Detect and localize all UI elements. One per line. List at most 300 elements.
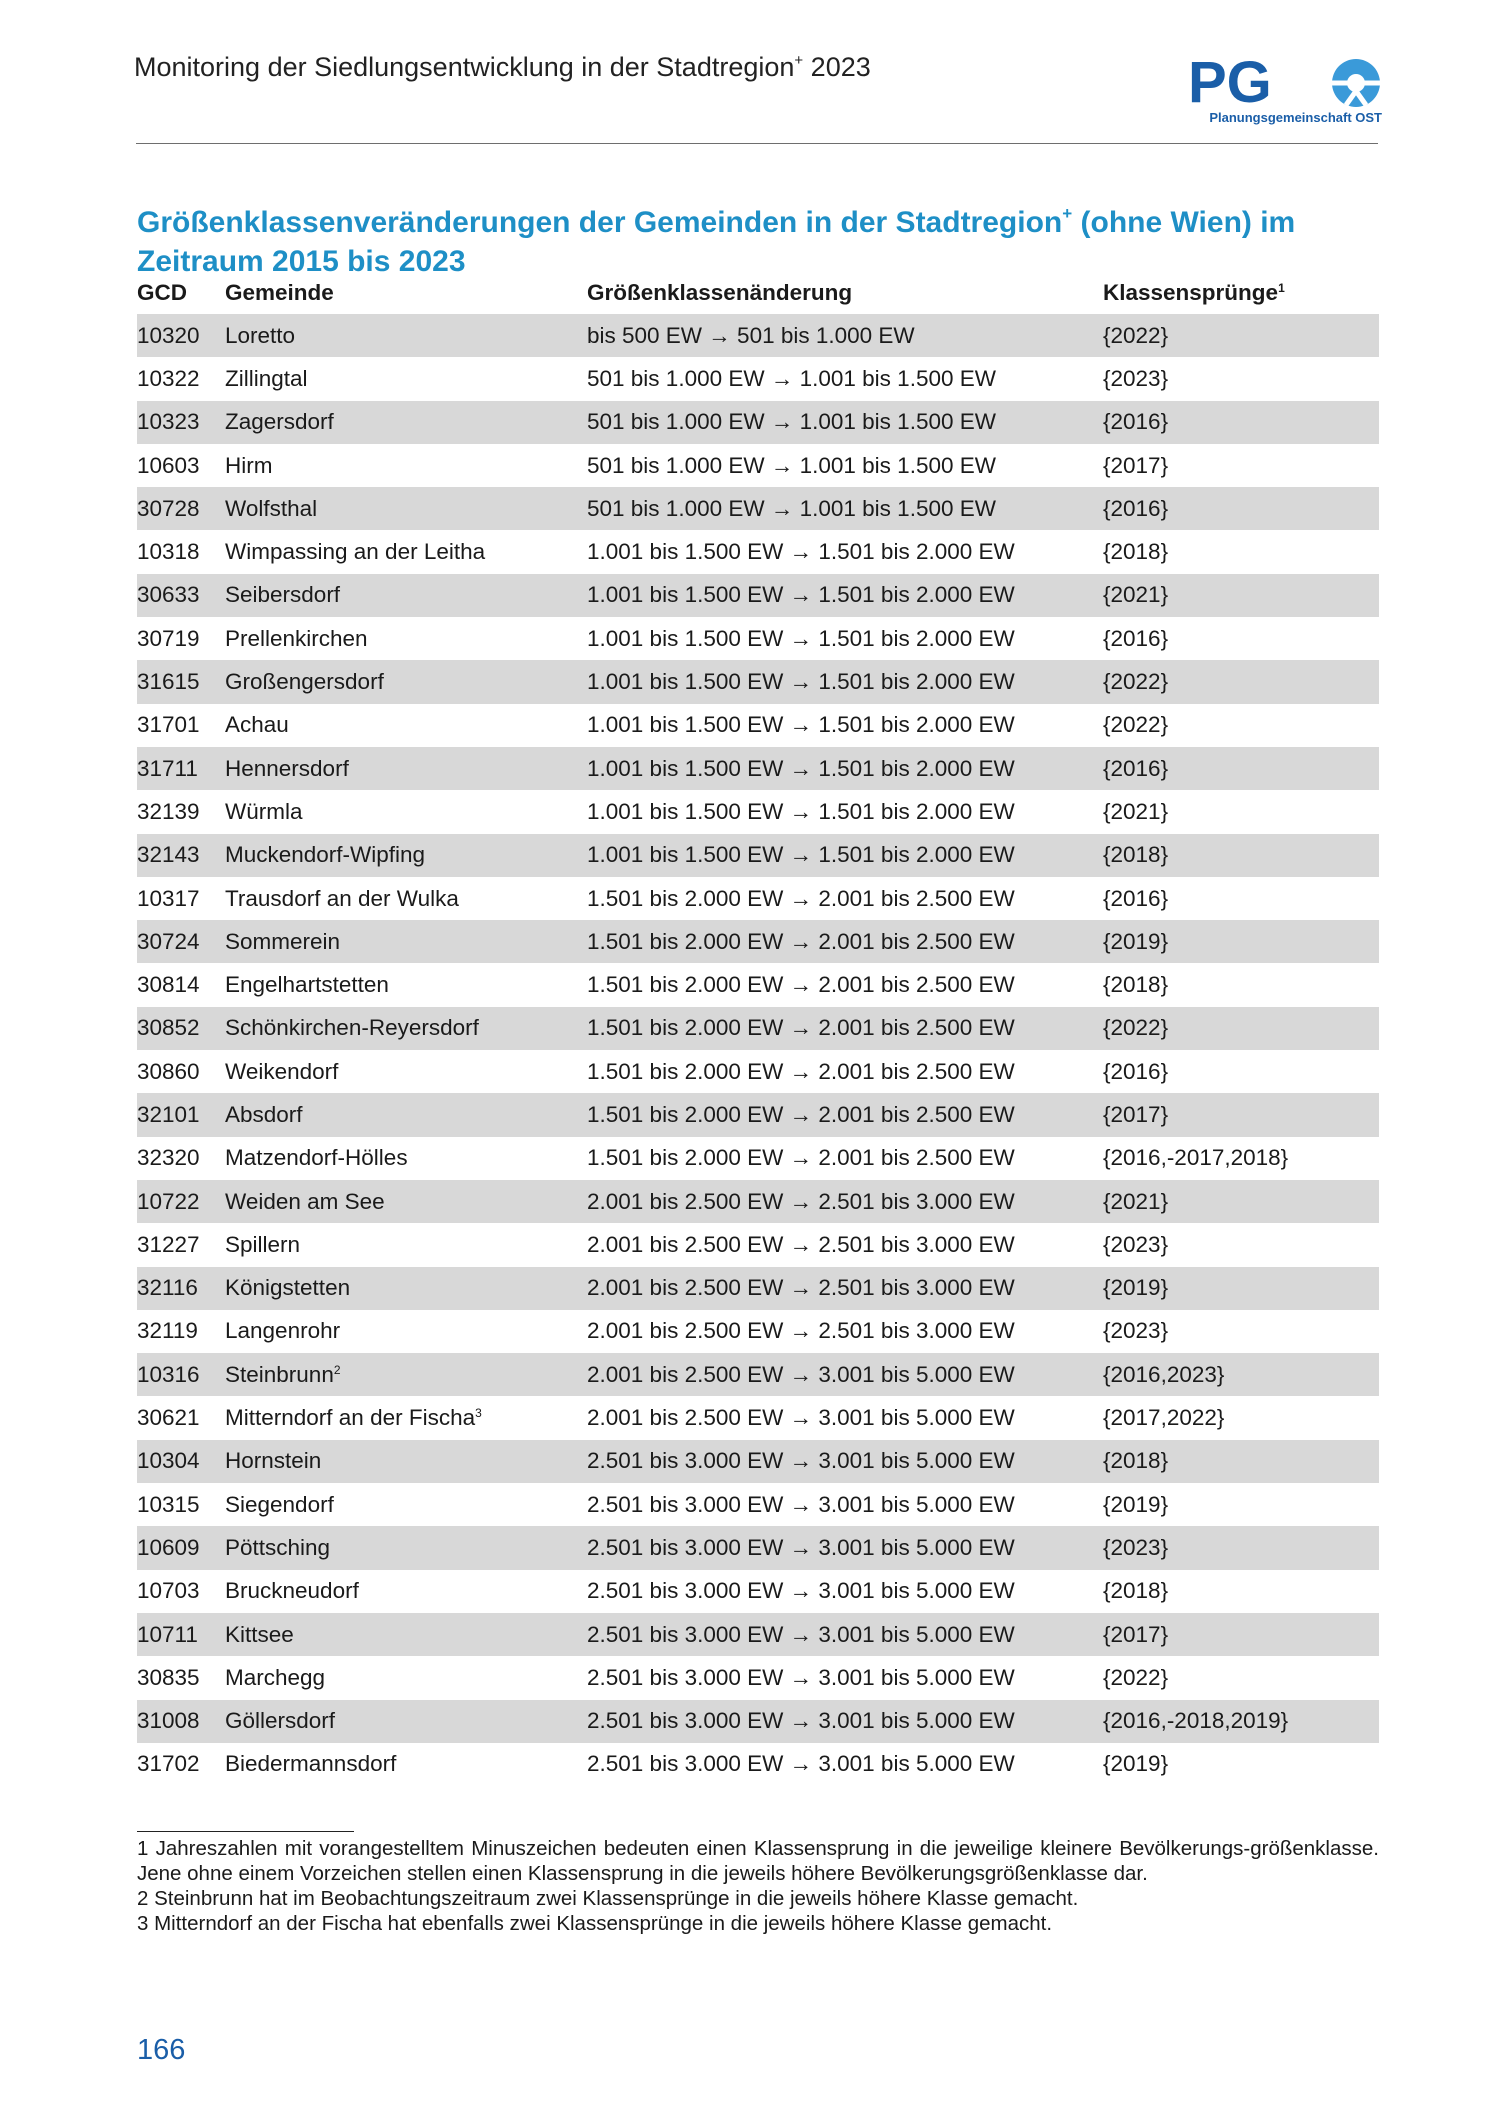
gemeinde-cell bbox=[225, 747, 587, 790]
gcd-cell-text: 32119 bbox=[137, 1318, 198, 1344]
gcd-cell-text: 31227 bbox=[137, 1231, 200, 1257]
footnote-reference: 3 bbox=[475, 1406, 482, 1421]
gemeinde-cell-text: Weiden am See bbox=[225, 1188, 385, 1214]
gcd-cell-text: 10323 bbox=[137, 409, 200, 435]
aenderung-cell bbox=[587, 401, 1103, 444]
gcd-cell-text: 10703 bbox=[137, 1578, 200, 1604]
table-row bbox=[137, 747, 1379, 790]
gcd-cell bbox=[137, 660, 225, 703]
table-row bbox=[137, 357, 1379, 400]
aenderung-cell-text: 2.501 bis 3.000 EW → 3.001 bis 5.000 EW bbox=[587, 1534, 1015, 1560]
spruenge-cell bbox=[1103, 704, 1379, 747]
gcd-cell bbox=[137, 617, 225, 660]
gemeinde-cell-text: Großengersdorf bbox=[225, 669, 384, 695]
spruenge-cell bbox=[1103, 834, 1379, 877]
aenderung-cell bbox=[587, 1613, 1103, 1656]
table-row bbox=[137, 1310, 1379, 1353]
gcd-cell bbox=[137, 444, 225, 487]
column-header-spruenge-text: Klassensprünge bbox=[1103, 280, 1279, 305]
aenderung-cell bbox=[587, 1310, 1103, 1353]
footnote-2: 2 Steinbrunn hat im Beobachtungszeitraum zwei Klassensprünge in die jeweils höhere Klasse gemacht. bbox=[137, 1887, 1079, 1910]
gemeinde-cell-text: Hornstein bbox=[225, 1448, 322, 1474]
gcd-cell-text: 30621 bbox=[137, 1405, 200, 1431]
section-title-part2: (ohne Wien) im Zeitraum 2015 bis 2023 bbox=[137, 206, 1296, 278]
table-row bbox=[137, 704, 1379, 747]
aenderung-cell-text: 2.501 bis 3.000 EW → 3.001 bis 5.000 EW bbox=[587, 1448, 1015, 1474]
gemeinde-cell bbox=[225, 1440, 587, 1483]
table-row bbox=[137, 1050, 1379, 1093]
aenderung-cell bbox=[587, 747, 1103, 790]
aenderung-cell-text: 1.001 bis 1.500 EW → 1.501 bis 2.000 EW bbox=[587, 755, 1015, 781]
gcd-cell-text: 30724 bbox=[137, 928, 200, 954]
gcd-cell bbox=[137, 1483, 225, 1526]
spruenge-cell-text: {2022} bbox=[1103, 322, 1169, 348]
spruenge-cell-text: {2017} bbox=[1103, 1101, 1169, 1127]
spruenge-cell bbox=[1103, 1440, 1379, 1483]
aenderung-cell-text: 1.001 bis 1.500 EW → 1.501 bis 2.000 EW bbox=[587, 798, 1015, 824]
aenderung-cell bbox=[587, 1050, 1103, 1093]
spruenge-cell-text: {2019} bbox=[1103, 1751, 1169, 1777]
gemeinde-cell bbox=[225, 1180, 587, 1223]
gcd-cell bbox=[137, 1137, 225, 1180]
spruenge-cell-text: {2021} bbox=[1103, 1188, 1169, 1214]
gcd-cell bbox=[137, 1007, 225, 1050]
aenderung-cell bbox=[587, 1180, 1103, 1223]
table-row bbox=[137, 877, 1379, 920]
gcd-cell-text: 30852 bbox=[137, 1015, 200, 1041]
gcd-cell bbox=[137, 790, 225, 833]
gcd-cell bbox=[137, 1526, 225, 1569]
column-header-spruenge-sup: 1 bbox=[1278, 281, 1285, 295]
gcd-cell-text: 32139 bbox=[137, 798, 200, 824]
aenderung-cell bbox=[587, 574, 1103, 617]
gcd-cell-text: 31701 bbox=[137, 712, 200, 738]
gcd-cell-text: 10304 bbox=[137, 1448, 200, 1474]
gemeinde-cell-text: Wimpassing an der Leitha bbox=[225, 539, 486, 565]
aenderung-cell bbox=[587, 1743, 1103, 1786]
section-title-sup: + bbox=[1062, 204, 1073, 223]
spruenge-cell-text: {2016} bbox=[1103, 409, 1169, 435]
spruenge-cell-text: {2018} bbox=[1103, 1578, 1169, 1604]
spruenge-cell bbox=[1103, 1396, 1379, 1439]
gcd-cell bbox=[137, 401, 225, 444]
gemeinde-cell-text: Seibersdorf bbox=[225, 582, 341, 608]
gemeinde-cell bbox=[225, 1743, 587, 1786]
aenderung-cell bbox=[587, 487, 1103, 530]
gemeinde-cell bbox=[225, 920, 587, 963]
gcd-cell-text: 32143 bbox=[137, 842, 200, 868]
aenderung-cell-text: 1.501 bis 2.000 EW → 2.001 bis 2.500 EW bbox=[587, 1145, 1015, 1171]
spruenge-cell bbox=[1103, 1137, 1379, 1180]
aenderung-cell-text: 2.501 bis 3.000 EW → 3.001 bis 5.000 EW bbox=[587, 1708, 1015, 1734]
aenderung-cell-text: 1.001 bis 1.500 EW → 1.501 bis 2.000 EW bbox=[587, 842, 1015, 868]
gemeinde-cell-text: Hirm bbox=[225, 452, 273, 478]
aenderung-cell-text: 1.501 bis 2.000 EW → 2.001 bis 2.500 EW bbox=[587, 1015, 1015, 1041]
aenderung-cell bbox=[587, 660, 1103, 703]
gemeinde-cell-text: Kittsee bbox=[225, 1621, 294, 1647]
table-row bbox=[137, 1743, 1379, 1786]
gemeinde-cell-text: Pöttsching bbox=[225, 1534, 331, 1560]
gcd-cell-text: 10609 bbox=[137, 1534, 200, 1560]
spruenge-cell bbox=[1103, 877, 1379, 920]
gcd-cell-text: 32116 bbox=[137, 1275, 198, 1301]
table-row bbox=[137, 530, 1379, 573]
table-row bbox=[137, 1223, 1379, 1266]
gcd-cell bbox=[137, 704, 225, 747]
size-class-change-table bbox=[137, 272, 1379, 1786]
spruenge-cell bbox=[1103, 530, 1379, 573]
spruenge-cell bbox=[1103, 401, 1379, 444]
spruenge-cell bbox=[1103, 1050, 1379, 1093]
table-row bbox=[137, 1137, 1379, 1180]
gcd-cell bbox=[137, 1223, 225, 1266]
gcd-cell bbox=[137, 1353, 225, 1396]
spruenge-cell bbox=[1103, 1310, 1379, 1353]
gemeinde-cell bbox=[225, 704, 587, 747]
spruenge-cell bbox=[1103, 1353, 1379, 1396]
aenderung-cell-text: 2.501 bis 3.000 EW → 3.001 bis 5.000 EW bbox=[587, 1664, 1015, 1690]
gemeinde-cell-text: Spillern bbox=[225, 1231, 301, 1257]
gcd-cell bbox=[137, 1656, 225, 1699]
gemeinde-cell-text: Biedermannsdorf bbox=[225, 1751, 397, 1777]
header-title-text: Monitoring der Siedlungsentwicklung in der Stadtregion bbox=[134, 52, 795, 82]
spruenge-cell bbox=[1103, 617, 1379, 660]
gemeinde-cell bbox=[225, 1396, 587, 1439]
aenderung-cell-text: 501 bis 1.000 EW → 1.001 bis 1.500 EW bbox=[587, 452, 996, 478]
aenderung-cell bbox=[587, 530, 1103, 573]
gcd-cell-text: 30728 bbox=[137, 495, 200, 521]
gemeinde-cell bbox=[225, 963, 587, 1006]
table-row bbox=[137, 1526, 1379, 1569]
gemeinde-cell bbox=[225, 1570, 587, 1613]
gcd-cell-text: 30835 bbox=[137, 1664, 200, 1690]
gcd-cell bbox=[137, 1570, 225, 1613]
column-header-gcd: GCD bbox=[137, 280, 187, 305]
gcd-cell bbox=[137, 1396, 225, 1439]
aenderung-cell-text: 501 bis 1.000 EW → 1.001 bis 1.500 EW bbox=[587, 495, 996, 521]
gcd-cell-text: 31711 bbox=[137, 755, 198, 781]
gemeinde-cell bbox=[225, 1310, 587, 1353]
aenderung-cell-text: 501 bis 1.000 EW → 1.001 bis 1.500 EW bbox=[587, 409, 996, 435]
aenderung-cell bbox=[587, 1483, 1103, 1526]
gemeinde-cell bbox=[225, 1526, 587, 1569]
column-header-aenderung: Größenklassenänderung bbox=[587, 280, 853, 305]
aenderung-cell-text: 1.001 bis 1.500 EW → 1.501 bis 2.000 EW bbox=[587, 669, 1015, 695]
aenderung-cell bbox=[587, 1267, 1103, 1310]
aenderung-cell bbox=[587, 1656, 1103, 1699]
gemeinde-cell bbox=[225, 530, 587, 573]
aenderung-cell-text: 2.001 bis 2.500 EW → 2.501 bis 3.000 EW bbox=[587, 1188, 1015, 1214]
aenderung-cell bbox=[587, 704, 1103, 747]
spruenge-cell-text: {2022} bbox=[1103, 1664, 1169, 1690]
page-number: 166 bbox=[137, 2034, 186, 2066]
gcd-cell-text: 31702 bbox=[137, 1751, 200, 1777]
spruenge-cell-text: {2023} bbox=[1103, 1534, 1169, 1560]
gcd-cell bbox=[137, 1440, 225, 1483]
gemeinde-cell-text: Marchegg bbox=[225, 1664, 326, 1690]
gcd-cell bbox=[137, 574, 225, 617]
gemeinde-cell-text: Achau bbox=[225, 712, 289, 738]
spruenge-cell bbox=[1103, 487, 1379, 530]
aenderung-cell bbox=[587, 444, 1103, 487]
spruenge-cell bbox=[1103, 1483, 1379, 1526]
table-row bbox=[137, 1440, 1379, 1483]
spruenge-cell-text: {2018} bbox=[1103, 1448, 1169, 1474]
table-row bbox=[137, 1007, 1379, 1050]
aenderung-cell bbox=[587, 1137, 1103, 1180]
aenderung-cell bbox=[587, 1570, 1103, 1613]
aenderung-cell-text: 1.501 bis 2.000 EW → 2.001 bis 2.500 EW bbox=[587, 1101, 1015, 1127]
aenderung-cell bbox=[587, 834, 1103, 877]
spruenge-cell bbox=[1103, 314, 1379, 357]
gemeinde-cell bbox=[225, 1007, 587, 1050]
gemeinde-cell-text: Siegendorf bbox=[225, 1491, 334, 1517]
table-row bbox=[137, 444, 1379, 487]
gemeinde-cell-text: Engelhartstetten bbox=[225, 972, 389, 998]
aenderung-cell-text: 2.001 bis 2.500 EW → 3.001 bis 5.000 EW bbox=[587, 1361, 1015, 1387]
spruenge-cell bbox=[1103, 357, 1379, 400]
gcd-cell-text: 31615 bbox=[137, 669, 200, 695]
gemeinde-cell bbox=[225, 1700, 587, 1743]
spruenge-cell-text: {2023} bbox=[1103, 1318, 1169, 1344]
spruenge-cell-text: {2022} bbox=[1103, 669, 1169, 695]
spruenge-cell-text: {2021} bbox=[1103, 798, 1169, 824]
header-divider bbox=[136, 143, 1378, 144]
pg-logo-letters: PG bbox=[1188, 54, 1272, 110]
spruenge-cell-text: {2017} bbox=[1103, 1621, 1169, 1647]
aenderung-cell bbox=[587, 357, 1103, 400]
table-row bbox=[137, 963, 1379, 1006]
column-header-gemeinde: Gemeinde bbox=[225, 280, 334, 305]
aenderung-cell-text: 1.501 bis 2.000 EW → 2.001 bis 2.500 EW bbox=[587, 928, 1015, 954]
gcd-cell-text: 10318 bbox=[137, 539, 200, 565]
gemeinde-cell-text: Würmla bbox=[225, 798, 303, 824]
gcd-cell bbox=[137, 1093, 225, 1136]
gemeinde-cell bbox=[225, 574, 587, 617]
table-header-row bbox=[137, 272, 1379, 314]
gemeinde-cell-text: Zillingtal bbox=[225, 365, 308, 391]
gemeinde-cell bbox=[225, 1050, 587, 1093]
aenderung-cell-text: 2.501 bis 3.000 EW → 3.001 bis 5.000 EW bbox=[587, 1578, 1015, 1604]
gcd-cell bbox=[137, 530, 225, 573]
gemeinde-cell-text: Mitterndorf an der Fischa bbox=[225, 1405, 476, 1431]
footnote-divider bbox=[137, 1831, 354, 1832]
header-title-sup: + bbox=[794, 52, 804, 69]
gemeinde-cell-text: Hennersdorf bbox=[225, 755, 349, 781]
gcd-cell-text: 10317 bbox=[137, 885, 200, 911]
gcd-cell bbox=[137, 920, 225, 963]
gemeinde-cell bbox=[225, 660, 587, 703]
spruenge-cell bbox=[1103, 747, 1379, 790]
gemeinde-cell-text: Zagersdorf bbox=[225, 409, 334, 435]
gemeinde-cell-text: Matzendorf-Hölles bbox=[225, 1145, 408, 1171]
spruenge-cell-text: {2018} bbox=[1103, 972, 1169, 998]
aenderung-cell-text: 2.001 bis 2.500 EW → 2.501 bis 3.000 EW bbox=[587, 1275, 1015, 1301]
spruenge-cell-text: {2017} bbox=[1103, 452, 1169, 478]
gemeinde-cell bbox=[225, 1613, 587, 1656]
aenderung-cell-text: 1.001 bis 1.500 EW → 1.501 bis 2.000 EW bbox=[587, 539, 1015, 565]
spruenge-cell-text: {2019} bbox=[1103, 1491, 1169, 1517]
spruenge-cell bbox=[1103, 1093, 1379, 1136]
spruenge-cell bbox=[1103, 1570, 1379, 1613]
spruenge-cell bbox=[1103, 1180, 1379, 1223]
spruenge-cell bbox=[1103, 1223, 1379, 1266]
table-row bbox=[137, 487, 1379, 530]
gcd-cell-text: 30633 bbox=[137, 582, 200, 608]
spruenge-cell-text: {2016} bbox=[1103, 1058, 1169, 1084]
gcd-cell bbox=[137, 1700, 225, 1743]
gemeinde-cell bbox=[225, 1093, 587, 1136]
table-row bbox=[137, 660, 1379, 703]
gemeinde-cell-text: Sommerein bbox=[225, 928, 341, 954]
gcd-cell-text: 10603 bbox=[137, 452, 200, 478]
aenderung-cell-text: 1.001 bis 1.500 EW → 1.501 bis 2.000 EW bbox=[587, 712, 1015, 738]
spruenge-cell bbox=[1103, 1613, 1379, 1656]
gemeinde-cell bbox=[225, 487, 587, 530]
aenderung-cell-text: 1.501 bis 2.000 EW → 2.001 bis 2.500 EW bbox=[587, 1058, 1015, 1084]
gemeinde-cell-text: Muckendorf-Wipfing bbox=[225, 842, 426, 868]
gemeinde-cell bbox=[225, 1137, 587, 1180]
aenderung-cell-text: 1.501 bis 2.000 EW → 2.001 bis 2.500 EW bbox=[587, 885, 1015, 911]
gcd-cell-text: 10322 bbox=[137, 365, 200, 391]
gcd-cell bbox=[137, 1310, 225, 1353]
table-row bbox=[137, 617, 1379, 660]
section-title-part1: Größenklassenveränderungen der Gemeinden in der Stadtregion bbox=[137, 206, 1063, 239]
footnote-1: 1 Jahreszahlen mit vorangestelltem Minuszeichen bedeuten einen Klassensprung in die jeweilige kleinere Bevölkerungs-größenklasse. Jene ohne einem Vorzeichen stellen einen Klassensprung in die jeweils höhere Bevölkerungsgrößenklasse dar. bbox=[137, 1837, 1379, 1885]
table-row bbox=[137, 574, 1379, 617]
table-row bbox=[137, 1267, 1379, 1310]
aenderung-cell bbox=[587, 1007, 1103, 1050]
table-row bbox=[137, 1093, 1379, 1136]
table-row bbox=[137, 1700, 1379, 1743]
gemeinde-cell-text: Langenrohr bbox=[225, 1318, 341, 1344]
gemeinde-cell bbox=[225, 790, 587, 833]
footnote-3: 3 Mitterndorf an der Fischa hat ebenfalls zwei Klassensprünge in die jeweils höhere Klasse gemacht. bbox=[137, 1912, 1053, 1935]
gemeinde-cell bbox=[225, 617, 587, 660]
spruenge-cell-text: {2018} bbox=[1103, 539, 1169, 565]
spruenge-cell bbox=[1103, 574, 1379, 617]
pg-logo-mark bbox=[1186, 54, 1382, 110]
gcd-cell-text: 30719 bbox=[137, 625, 200, 651]
table-row bbox=[137, 790, 1379, 833]
gcd-cell-text: 10315 bbox=[137, 1491, 200, 1517]
gemeinde-cell bbox=[225, 401, 587, 444]
spruenge-cell bbox=[1103, 920, 1379, 963]
gcd-cell bbox=[137, 834, 225, 877]
table-row bbox=[137, 1180, 1379, 1223]
spruenge-cell bbox=[1103, 1700, 1379, 1743]
aenderung-cell-text: 2.001 bis 2.500 EW → 2.501 bis 3.000 EW bbox=[587, 1231, 1015, 1257]
gcd-cell-text: 30814 bbox=[137, 972, 200, 998]
aenderung-cell bbox=[587, 1700, 1103, 1743]
spruenge-cell-text: {2022} bbox=[1103, 712, 1169, 738]
spruenge-cell-text: {2019} bbox=[1103, 1275, 1169, 1301]
gcd-cell bbox=[137, 314, 225, 357]
gcd-cell bbox=[137, 963, 225, 1006]
aenderung-cell bbox=[587, 877, 1103, 920]
document-header-title bbox=[134, 52, 871, 83]
gemeinde-cell bbox=[225, 444, 587, 487]
gemeinde-cell-text: Bruckneudorf bbox=[225, 1578, 359, 1604]
table-row bbox=[137, 401, 1379, 444]
aenderung-cell-text: 501 bis 1.000 EW → 1.001 bis 1.500 EW bbox=[587, 365, 996, 391]
gemeinde-cell-text: Wolfsthal bbox=[225, 495, 318, 521]
spruenge-cell bbox=[1103, 790, 1379, 833]
spruenge-cell-text: {2016} bbox=[1103, 885, 1169, 911]
spruenge-cell bbox=[1103, 444, 1379, 487]
gcd-cell bbox=[137, 357, 225, 400]
table-row bbox=[137, 1656, 1379, 1699]
spruenge-cell bbox=[1103, 660, 1379, 703]
spruenge-cell bbox=[1103, 1526, 1379, 1569]
aenderung-cell-text: 2.001 bis 2.500 EW → 3.001 bis 5.000 EW bbox=[587, 1405, 1015, 1431]
gcd-cell-text: 32101 bbox=[137, 1101, 200, 1127]
aenderung-cell bbox=[587, 1440, 1103, 1483]
aenderung-cell-text: 1.001 bis 1.500 EW → 1.501 bis 2.000 EW bbox=[587, 625, 1015, 651]
spruenge-cell bbox=[1103, 1267, 1379, 1310]
gcd-cell bbox=[137, 1267, 225, 1310]
spruenge-cell-text: {2019} bbox=[1103, 928, 1169, 954]
gemeinde-cell-text: Steinbrunn bbox=[225, 1361, 334, 1387]
gcd-cell-text: 32320 bbox=[137, 1145, 200, 1171]
gemeinde-cell bbox=[225, 357, 587, 400]
gcd-cell bbox=[137, 487, 225, 530]
gcd-cell-text: 10316 bbox=[137, 1361, 200, 1387]
gemeinde-cell bbox=[225, 1353, 587, 1396]
gcd-cell-text: 31008 bbox=[137, 1708, 200, 1734]
spruenge-cell-text: {2016} bbox=[1103, 495, 1169, 521]
section-title bbox=[137, 194, 1377, 281]
gemeinde-cell-text: Göllersdorf bbox=[225, 1708, 336, 1734]
spruenge-cell-text: {2016,-2017,2018} bbox=[1103, 1145, 1289, 1171]
gcd-cell bbox=[137, 1743, 225, 1786]
table-row bbox=[137, 834, 1379, 877]
gemeinde-cell-text: Königstetten bbox=[225, 1275, 351, 1301]
spruenge-cell-text: {2023} bbox=[1103, 1231, 1169, 1257]
table-row bbox=[137, 1396, 1379, 1439]
spruenge-cell-text: {2016,-2018,2019} bbox=[1103, 1708, 1289, 1734]
aenderung-cell-text: 2.501 bis 3.000 EW → 3.001 bis 5.000 EW bbox=[587, 1751, 1015, 1777]
aenderung-cell bbox=[587, 1093, 1103, 1136]
spruenge-cell bbox=[1103, 1656, 1379, 1699]
gcd-cell-text: 30860 bbox=[137, 1058, 200, 1084]
globe-icon bbox=[1332, 59, 1380, 107]
aenderung-cell bbox=[587, 790, 1103, 833]
gemeinde-cell-text: Loretto bbox=[225, 322, 296, 348]
aenderung-cell-text: 2.001 bis 2.500 EW → 2.501 bis 3.000 EW bbox=[587, 1318, 1015, 1344]
spruenge-cell-text: {2017,2022} bbox=[1103, 1405, 1225, 1431]
gcd-cell bbox=[137, 1050, 225, 1093]
gemeinde-cell bbox=[225, 1267, 587, 1310]
gcd-cell-text: 10722 bbox=[137, 1188, 200, 1214]
gcd-cell-text: 10320 bbox=[137, 322, 200, 348]
gcd-cell bbox=[137, 877, 225, 920]
spruenge-cell-text: {2021} bbox=[1103, 582, 1169, 608]
gemeinde-cell bbox=[225, 1223, 587, 1266]
gcd-cell-text: 10711 bbox=[137, 1621, 198, 1647]
gemeinde-cell bbox=[225, 1656, 587, 1699]
aenderung-cell bbox=[587, 1223, 1103, 1266]
spruenge-cell-text: {2023} bbox=[1103, 365, 1169, 391]
gemeinde-cell-text: Prellenkirchen bbox=[225, 625, 368, 651]
column-header-spruenge bbox=[1103, 272, 1379, 314]
gemeinde-cell-text: Absdorf bbox=[225, 1101, 303, 1127]
spruenge-cell-text: {2016,2023} bbox=[1103, 1361, 1225, 1387]
footnote-reference: 2 bbox=[333, 1362, 341, 1377]
gemeinde-cell bbox=[225, 834, 587, 877]
aenderung-cell bbox=[587, 920, 1103, 963]
gcd-cell bbox=[137, 1613, 225, 1656]
